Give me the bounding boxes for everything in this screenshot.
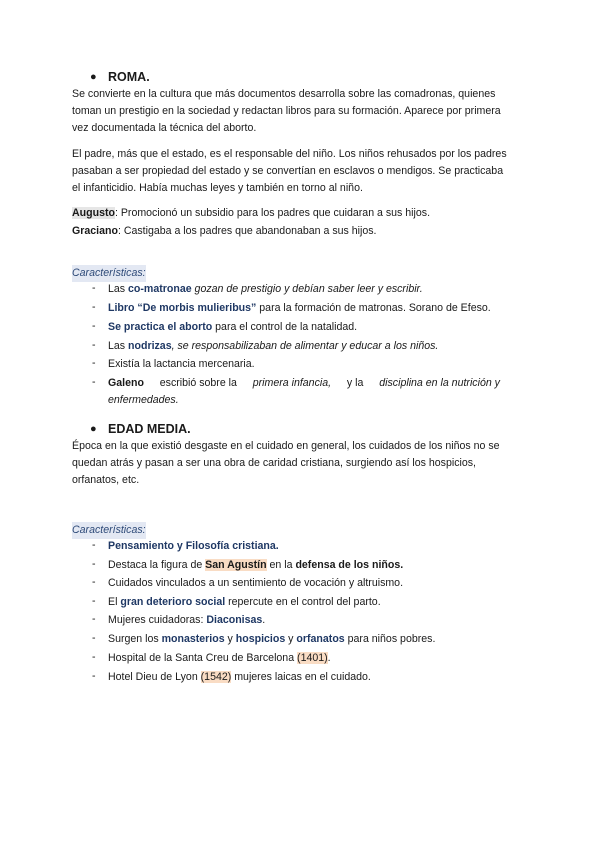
item-keyword: Libro “De morbis mulieribus” xyxy=(108,302,257,314)
item-text: repercute en el control del parto. xyxy=(225,596,381,608)
dash-icon: - xyxy=(92,632,96,644)
item-keyword: nodrizas xyxy=(128,340,172,352)
dash-icon: - xyxy=(92,376,96,388)
list-item xyxy=(108,650,331,667)
dash-icon: - xyxy=(92,651,96,663)
text-line: Época en la que existió desgaste en el cuidado en general, los cuidados de los niños no se xyxy=(72,440,500,452)
text-line: Se convierte en la cultura que más documentos desarrolla sobre las comadronas, quienes xyxy=(72,88,496,100)
dash-icon: - xyxy=(92,670,96,682)
item-keyword: defensa de los niños. xyxy=(295,559,404,571)
item-date: (1542) xyxy=(200,671,232,683)
item-text: Mujeres cuidadoras: xyxy=(108,614,207,626)
dash-icon: - xyxy=(92,301,96,313)
item-text: enfermedades. xyxy=(108,394,179,406)
item-keyword: co-matronae xyxy=(128,283,192,295)
edad-media-characteristics-label: Características: xyxy=(72,522,146,539)
graciano-text: : Castigaba a los padres que abandonaban a sus hijos. xyxy=(117,225,377,237)
dash-icon: - xyxy=(92,282,96,294)
item-text: en la xyxy=(266,559,296,571)
bullet-icon: ● xyxy=(90,71,97,83)
list-item xyxy=(108,575,403,592)
graciano-name: Graciano xyxy=(72,225,118,237)
item-text: para la formación de matronas. Sorano de Efeso. xyxy=(256,302,491,314)
item-keyword: gran deterioro social xyxy=(120,596,226,608)
item-text: para el control de la natalidad. xyxy=(212,321,358,333)
item-text: gozan de prestigio y debían saber leer y escribir. xyxy=(191,283,423,295)
item-text: Existía la lactancia mercenaria. xyxy=(108,358,255,370)
list-item xyxy=(108,631,435,648)
list-item xyxy=(108,281,423,298)
item-keyword: San Agustín xyxy=(205,559,267,571)
item-text: Las xyxy=(108,340,129,352)
item-text: y xyxy=(285,633,297,645)
item-keyword: Se practica el aborto xyxy=(108,321,213,333)
bullet-icon: ● xyxy=(90,423,97,435)
dash-icon: - xyxy=(92,357,96,369)
text-line: El padre, más que el estado, es el responsable del niño. Los niños rehusados por los padres xyxy=(72,148,507,160)
item-text: . xyxy=(262,614,266,626)
text-line: toman un prestigio en la sociedad y redactan libros para su formación. Aparece por primera xyxy=(72,105,501,117)
dash-icon: - xyxy=(92,613,96,625)
item-date: (1401) xyxy=(297,652,328,664)
list-item xyxy=(108,356,255,373)
item-keyword: Galeno xyxy=(108,377,144,389)
text-line: pasaban a ser propiedad del estado y se convertían en esclavos o mendigos. Se practicaba xyxy=(72,165,504,177)
text-line: vez documentada la técnica del aborto. xyxy=(72,122,257,134)
list-item xyxy=(108,612,265,629)
list-item xyxy=(108,338,438,355)
augusto-line xyxy=(72,205,430,222)
item-text: Las xyxy=(108,283,129,295)
item-text: Hotel Dieu de Lyon xyxy=(108,671,201,683)
item-text: Destaca la figura de xyxy=(108,559,206,571)
item-text: y la xyxy=(346,377,364,389)
roma-characteristics-label: Características: xyxy=(72,265,146,282)
item-text: . xyxy=(327,652,331,664)
list-item xyxy=(108,319,357,336)
section-title-edad-media: EDAD MEDIA. xyxy=(108,422,191,436)
item-text: El xyxy=(108,596,121,608)
graciano-line xyxy=(72,223,377,240)
dash-icon: - xyxy=(92,595,96,607)
item-text: mujeres laicas en el cuidado. xyxy=(231,671,371,683)
roma-paragraph-1 xyxy=(72,86,501,137)
section-title-roma: ROMA. xyxy=(108,70,150,84)
item-keyword: monasterios xyxy=(161,633,225,645)
item-keyword: Diaconisas xyxy=(206,614,263,626)
item-text: Surgen los xyxy=(108,633,162,645)
list-item xyxy=(108,594,381,611)
item-text: Cuidados vinculados a un sentimiento de vocación y altruismo. xyxy=(108,577,404,589)
edad-media-paragraph xyxy=(72,438,500,489)
dash-icon: - xyxy=(92,558,96,570)
item-keyword: Pensamiento y Filosofía cristiana. xyxy=(108,540,279,552)
dash-icon: - xyxy=(92,576,96,588)
item-keyword: hospicios xyxy=(235,633,286,645)
dash-icon: - xyxy=(92,339,96,351)
list-item xyxy=(108,669,371,686)
augusto-name: Augusto xyxy=(72,207,115,219)
list-item xyxy=(108,375,500,409)
item-text: disciplina en la nutrición y xyxy=(379,377,500,389)
list-item xyxy=(108,557,403,574)
dash-icon: - xyxy=(92,539,96,551)
item-text: y xyxy=(224,633,236,645)
item-text: primera infancia, xyxy=(252,377,332,389)
text-line: quedan atrás y pasan a ser una obra de caridad cristiana, surgiendo así los hospicios, xyxy=(72,457,476,469)
item-text: para niños pobres. xyxy=(344,633,436,645)
item-text: , se responsabilizaban de alimentar y educar a los niños. xyxy=(171,340,439,352)
text-line: el infanticidio. Había muchas leyes y también en torno al niño. xyxy=(72,182,363,194)
list-item xyxy=(108,538,279,555)
roma-paragraph-2 xyxy=(72,146,507,197)
item-text: escribió sobre la xyxy=(159,377,237,389)
item-keyword: orfanatos xyxy=(296,633,345,645)
list-item xyxy=(108,300,491,317)
dash-icon: - xyxy=(92,320,96,332)
item-text: Hospital de la Santa Creu de Barcelona xyxy=(108,652,298,664)
augusto-text: : Promocionó un subsidio para los padres que cuidaran a sus hijos. xyxy=(114,207,431,219)
text-line: orfanatos, etc. xyxy=(72,474,140,486)
